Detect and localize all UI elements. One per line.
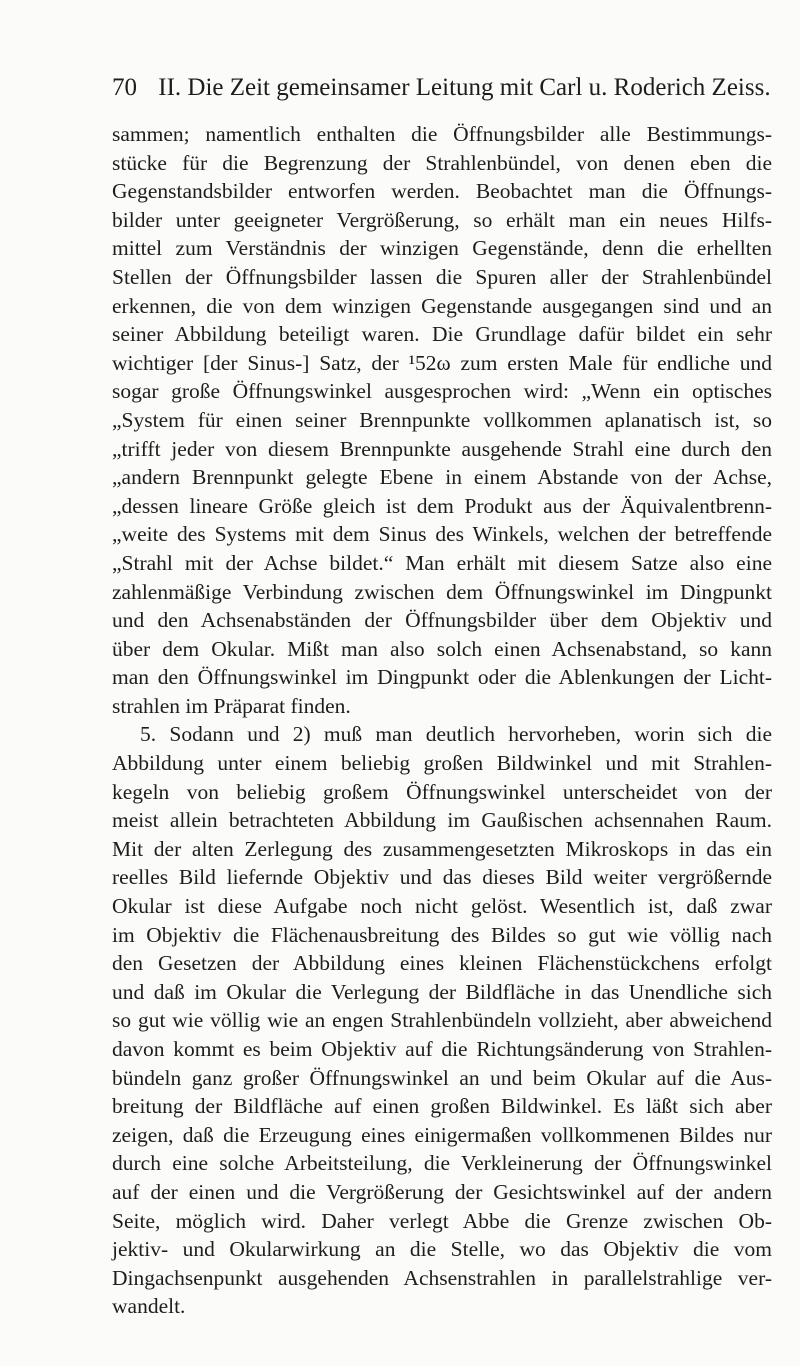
text-line: meist allein betrachteten Abbildung im Gaußischen achsennahen Raum. [112,808,772,833]
text-line: durch eine solche Arbeitsteilung, die Verkleinerung der Öffnungswinkel [112,1151,772,1176]
text-line: „andern Brennpunkt gelegte Ebene in einem Abstande von der Achse, [112,465,772,490]
text-line: Mit der alten Zerlegung des zusammengesetzten Mikroskops in das ein [112,836,772,861]
text-line: „trifft jeder von diesem Brennpunkte ausgehende Strahl eine durch den [112,436,772,461]
text-line: Stellen der Öffnungsbilder lassen die Spuren aller der Strahlenbündel [112,264,772,289]
text-line: zeigen, daß die Erzeugung eines einigermaßen vollkommenen Bildes nur [112,1122,772,1147]
text-line: seiner Abbildung beteiligt waren. Die Grundlage dafür bildet ein sehr [112,322,772,347]
text-line: man den Öffnungswinkel im Dingpunkt oder die Ablenkungen der Licht- [112,665,772,690]
text-line: strahlen im Präparat finden. [112,693,351,718]
text-line: Seite, möglich wird. Daher verlegt Abbe die Grenze zwischen Ob- [112,1208,772,1233]
text-line: Okular ist diese Aufgabe noch nicht gelöst. Wesentlich ist, daß zwar [112,894,772,919]
text-line: „Strahl mit der Achse bildet.“ Man erhält mit diesem Satze also eine [112,550,772,575]
text-line: über dem Okular. Mißt man also solch einen Achsenabstand, so kann [112,636,772,661]
text-line: und den Achsenabständen der Öffnungsbilder über dem Objektiv und [112,608,772,633]
text-line: Gegenstandsbilder entworfen werden. Beobachtet man die Öffnungs- [112,179,772,204]
text-line: Dingachsenpunkt ausgehenden Achsenstrahlen in parallelstrahlige ver- [112,1265,772,1290]
page-number: 70 [112,74,137,101]
text-line: und daß im Okular die Verlegung der Bildfläche in das Unendliche sich [112,979,772,1004]
text-line: 5. Sodann und 2) muß man deutlich hervorheben, worin sich die [140,722,772,747]
text-line: bilder unter geeigneter Vergrößerung, so erhält man ein neues Hilfs- [112,207,772,232]
text-line: sammen; namentlich enthalten die Öffnungsbilder alle Bestimmungs- [112,122,772,146]
running-title: II. Die Zeit gemeinsamer Leitung mit Carl u. Roderich Zeiss. [158,74,771,101]
text-line: Abbildung unter einem beliebig großen Bildwinkel und mit Strahlen- [112,751,772,776]
text-line: so gut wie völlig wie an engen Strahlenbündeln vollzieht, aber abweichend [112,1008,772,1033]
text-line: mittel zum Verständnis der winzigen Gegenstände, denn die erhellten [112,236,772,261]
text-line: den Gesetzen der Abbildung eines kleinen Flächenstückchens erfolgt [112,951,772,976]
text-line: „weite des Systems mit dem Sinus des Winkels, welchen der betreffende [112,522,772,547]
text-line: bündeln ganz großer Öffnungswinkel an und beim Okular auf die Aus- [112,1065,772,1090]
text-line: erkennen, die von dem winzigen Gegenstande ausgegangen sind und an [112,293,772,318]
text-line: reelles Bild liefernde Objektiv und das dieses Bild weiter vergrößernde [112,865,772,890]
body-text [112,120,772,1321]
text-line: sogar große Öffnungswinkel ausgesprochen wird: „Wenn ein optisches [112,379,772,404]
text-line: kegeln von beliebig großem Öffnungswinkel unterscheidet von der [112,779,772,804]
text-line: breitung der Bildfläche auf einen großen Bildwinkel. Es läßt sich aber [112,1094,772,1119]
text-line: jektiv- und Okularwirkung an die Stelle, wo das Objektiv die vom [112,1237,772,1262]
text-line: wichtiger [der Sinus-] Satz, der ¹52ω zum ersten Male für endliche und [112,350,772,375]
text-line: auf der einen und die Vergrößerung der Gesichtswinkel auf der andern [112,1179,772,1204]
text-line: „dessen lineare Größe gleich ist dem Produkt aus der Äquivalentbrenn- [112,493,772,518]
text-line: „System für einen seiner Brennpunkte vollkommen aplanatisch ist, so [112,407,772,432]
text-line: zahlenmäßige Verbindung zwischen dem Öffnungswinkel im Dingpunkt [112,579,772,604]
text-line: wandelt. [112,1294,186,1319]
text-line: stücke für die Begrenzung der Strahlenbündel, von denen eben die [112,150,772,175]
text-line: im Objektiv die Flächenausbreitung des Bildes so gut wie völlig nach [112,922,772,947]
text-line: davon kommt es beim Objektiv auf die Richtungsänderung von Strahlen- [112,1037,772,1061]
running-header [112,74,772,102]
